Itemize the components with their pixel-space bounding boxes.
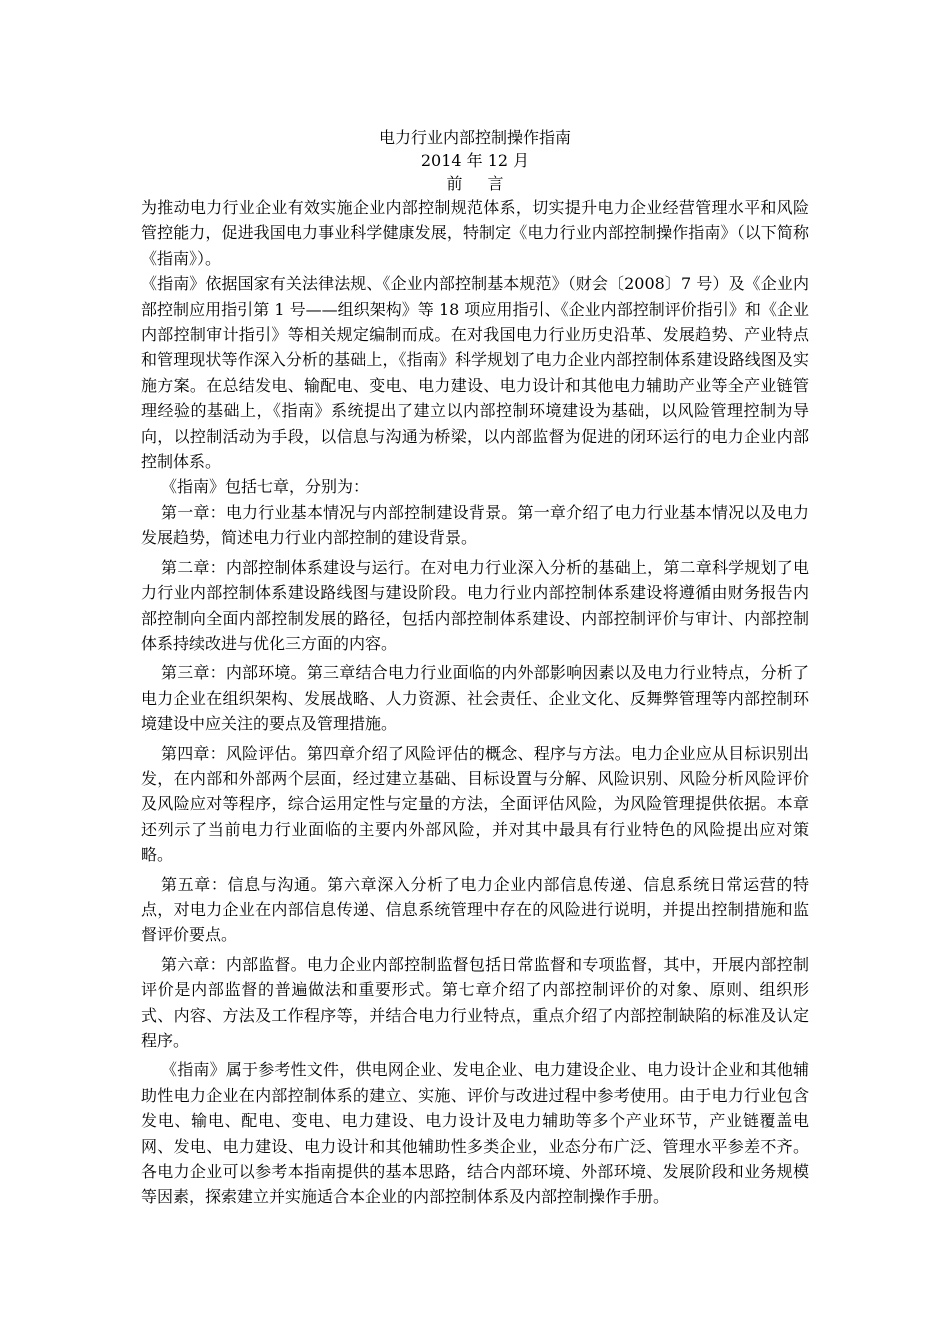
document-title: 电力行业内部控制操作指南 — [378, 128, 571, 147]
paragraph-usage: 《指南》属于参考性文件，供电网企业、发电企业、电力建设企业、电力设计企业和其他辅助性电力企业在内部控制体系的建立、实施、评价与改进过程中参考使用。由于电力行业包含发电、输电、配电、变电、电力建设、电力设计及电力辅助等多个产业环节，产业链覆盖电网、发电、电力建设、电力设计和其他辅助性多类企业，业态分布广泛、管理水平参差不齐。各电力企业可以参考本指南提供的基本思路，结合内部环境、外部环境、发展阶段和业务规模等因素，探索建立并实施适合本企业的内部控制体系及内部控制操作手册。 — [141, 1060, 809, 1207]
paragraph-chapter-1: 第一章：电力行业基本情况与内部控制建设背景。第一章介绍了电力行业基本情况以及电力发展趋势，简述电力行业内部控制的建设背景。 — [141, 502, 809, 548]
paragraph-chapter-4: 第四章：风险评估。第四章介绍了风险评估的概念、程序与方法。电力企业应从目标识别出发，在内部和外部两个层面，经过建立基础、目标设置与分解、风险识别、风险分析风险评价及风险应对等程序，综合运用定性与定量的方法，全面评估风险，为风险管理提供依据。本章还列示了当前电力行业面临的主要内外部风险，并对其中最具有行业特色的风险提出应对策略。 — [141, 743, 809, 865]
paragraph-intro: 为推动电力行业企业有效实施企业内部控制规范体系，切实提升电力企业经营管理水平和风险管控能力，促进我国电力事业科学健康发展，特制定《电力行业内部控制操作指南》（以下简称《指南》）。 — [141, 198, 809, 268]
paragraph-chapters-overview: 《指南》包括七章，分别为： — [161, 477, 370, 497]
paragraph-chapter-3: 第三章：内部环境。第三章结合电力行业面临的内外部影响因素以及电力行业特点，分析了电力企业在组织架构、发展战略、人力资源、社会责任、企业文化、反舞弊管理等内部控制环境建设中应关注的要点及管理措施。 — [141, 663, 809, 734]
foreword-heading: 前 言 — [446, 174, 514, 193]
paragraph-chapter-2: 第二章：内部控制体系建设与运行。在对电力行业深入分析的基础上，第二章科学规划了电力行业内部控制体系建设路线图与建设阶段。电力行业内部控制体系建设将遵循由财务报告内部控制向全面内部控制发展的路径，包括内部控制体系建设、内部控制评价与审计、内部控制体系持续改进与优化三方面的内容。 — [141, 557, 809, 653]
document-date: 2014 年 12 月 — [420, 151, 530, 170]
paragraph-chapter-6: 第六章：内部监督。电力企业内部控制监督包括日常监督和专项监督，其中，开展内部控制评价是内部监督的普遍做法和重要形式。第七章介绍了内部控制评价的对象、原则、组织形式、内容、方法及工作程序等，并结合电力行业特点，重点介绍了内部控制缺陷的标准及认定程序。 — [141, 954, 809, 1050]
document-page — [141, 126, 809, 1210]
paragraph-basis: 《指南》依据国家有关法律法规、《企业内部控制基本规范》（财会〔2008〕7 号）及《企业内部控制应用指引第 1 号——组织架构》等 18 项应用指引、《企业内部控制评价指引》和《企业内部控制审计指引》等相关规定编制而成。在对我国电力行业历史沿革、发展趋势、产业特点和管理现状等作深入分析的基础上，《指南》科学规划了电力企业内部控制体系建设路线图及实施方案。在总结发电、输配电、变电、电力建设、电力设计和其他电力辅助产业等全产业链管理经验的基础上，《指南》系统提出了建立以内部控制环境建设为基础，以风险管理控制为导向，以控制活动为手段，以信息与沟通为桥梁，以内部监督为促进的闭环运行的电力企业内部控制体系。 — [141, 274, 809, 472]
paragraph-chapter-5: 第五章：信息与沟通。第六章深入分析了电力企业内部信息传递、信息系统日常运营的特点，对电力企业在内部信息传递、信息系统管理中存在的风险进行说明，并提出控制措施和监督评价要点。 — [141, 874, 809, 945]
